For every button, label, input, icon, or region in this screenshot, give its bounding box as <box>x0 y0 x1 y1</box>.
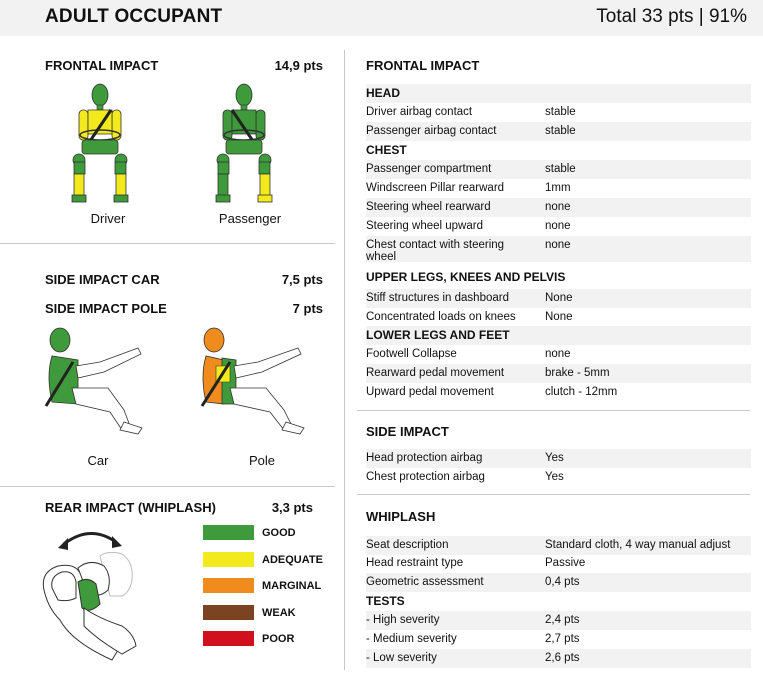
driver-head <box>92 84 108 106</box>
row-footwell: Footwell Collapse none <box>366 348 571 360</box>
page-header <box>0 0 763 36</box>
row-steering-upward: Steering wheel upward none <box>366 220 571 232</box>
divider <box>357 410 750 411</box>
legend-label-marginal: MARGINAL <box>262 580 322 592</box>
whiplash-figure <box>38 522 148 662</box>
row-steering-rearward: Steering wheel rearward none <box>366 198 751 217</box>
whiplash-details-title: WHIPLASH <box>366 509 436 524</box>
side-pole-label: Pole <box>248 453 276 468</box>
rear-impact-points: 3,3 pts <box>271 500 313 515</box>
frontal-details-title: FRONTAL IMPACT <box>366 58 480 73</box>
divider <box>0 486 335 487</box>
row-rearward-pedal: Rearward pedal movement brake - 5mm <box>366 364 751 383</box>
legend-label-weak: WEAK <box>262 607 296 619</box>
legend-label-poor: POOR <box>262 633 295 645</box>
divider <box>0 243 335 244</box>
row-upper-legs: UPPER LEGS, KNEES AND PELVIS <box>366 270 566 284</box>
row-head: HEAD <box>366 84 751 103</box>
frontal-impact-points: 14,9 pts <box>274 58 323 73</box>
legend-swatch-poor <box>203 631 254 646</box>
row-windscreen-pillar: Windscreen Pillar rearward 1mm <box>366 182 571 194</box>
side-impact-pole-title: SIDE IMPACT POLE <box>45 301 167 316</box>
row-knee-loads: Concentrated loads on knees None <box>366 311 573 323</box>
row-head-restraint: Head restraint type Passive <box>366 557 586 569</box>
side-pole-dummy-figure <box>196 326 321 444</box>
row-head-airbag: Head protection airbag Yes <box>366 449 751 468</box>
side-details-title: SIDE IMPACT <box>366 424 449 439</box>
side-impact-car-title: SIDE IMPACT CAR <box>45 272 160 287</box>
page-title: ADULT OCCUPANT <box>45 6 223 27</box>
row-driver-airbag: Driver airbag contact stable <box>366 106 576 118</box>
passenger-head <box>236 84 252 106</box>
column-divider <box>344 50 345 670</box>
frontal-impact-title: FRONTAL IMPACT <box>45 58 159 73</box>
row-passenger-compartment: Passenger compartment stable <box>366 160 751 179</box>
rear-impact-title: REAR IMPACT (WHIPLASH) <box>45 500 216 515</box>
row-upward-pedal: Upward pedal movement clutch - 12mm <box>366 386 618 398</box>
legend-swatch-weak <box>203 605 254 620</box>
driver-label: Driver <box>90 211 126 226</box>
side-impact-pole-points: 7 pts <box>292 301 323 316</box>
row-medium-severity: - Medium severity 2,7 pts <box>366 633 580 645</box>
row-lower-legs: LOWER LEGS AND FEET <box>366 326 751 345</box>
legend-swatch-marginal <box>203 578 254 593</box>
passenger-label: Passenger <box>218 211 282 226</box>
legend-label-good: GOOD <box>262 527 296 539</box>
row-chest-contact: Chest contact with steering wheel none <box>366 236 751 262</box>
row-seat-description: Seat description Standard cloth, 4 way manual adjust <box>366 536 751 555</box>
row-tests: TESTS <box>366 594 405 608</box>
side-car-label: Car <box>87 453 109 468</box>
row-geometric-assessment: Geometric assessment 0,4 pts <box>366 573 751 592</box>
total-score: Total 33 pts | 91% <box>596 6 747 27</box>
row-passenger-airbag: Passenger airbag contact stable <box>366 122 751 141</box>
driver-dummy-figure <box>68 82 140 210</box>
row-low-severity: - Low severity 2,6 pts <box>366 649 751 668</box>
legend-swatch-adequate <box>203 552 254 567</box>
passenger-dummy-figure <box>212 82 284 210</box>
divider <box>357 494 750 495</box>
row-chest: CHEST <box>366 143 407 157</box>
side-impact-car-points: 7,5 pts <box>281 272 323 287</box>
legend-swatch-good <box>203 525 254 540</box>
side-car-dummy-figure <box>38 326 158 444</box>
row-chest-airbag: Chest protection airbag Yes <box>366 471 564 483</box>
legend-label-adequate: ADEQUATE <box>262 554 323 566</box>
row-stiff-structures: Stiff structures in dashboard None <box>366 289 751 308</box>
row-high-severity: - High severity 2,4 pts <box>366 611 751 630</box>
